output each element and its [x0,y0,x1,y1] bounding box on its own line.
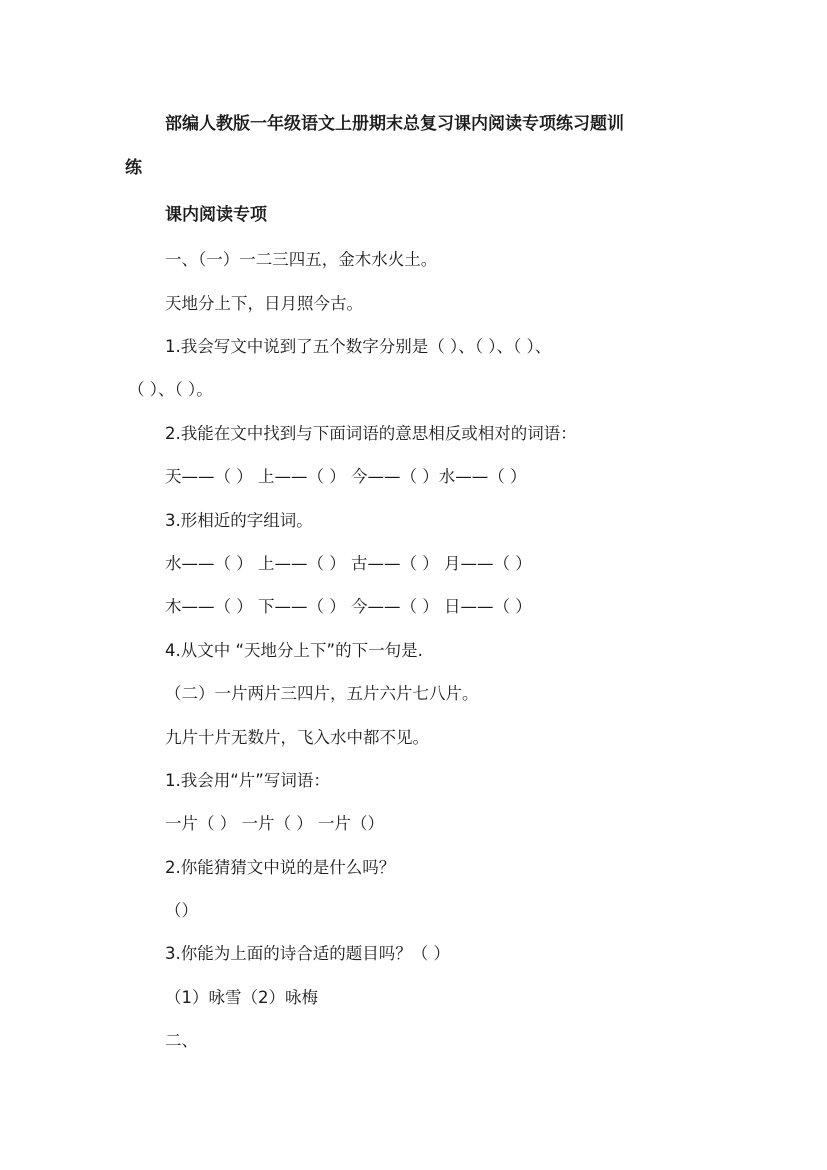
part1-question3-row1: 水——（ ） 上——（ ） 古——（ ） 月——（ ） [165,554,532,573]
document-title-continued: 练 [125,158,142,178]
part1-question4: 4.从文中 “天地分上下”的下一句是. [165,641,423,660]
part1-question3: 3.形相近的字组词。 [165,511,313,530]
part2-question2: 2.你能猜猜文中说的是什么吗？ [165,858,396,877]
part2-question2-answer: （） [165,901,198,920]
part3-heading: 二、 [165,1031,198,1050]
part2-question1-answers: 一片（ ） 一片（ ） 一片（） [165,814,384,833]
part1-question1: 1.我会写文中说到了五个数字分别是（ ）、（ ）、（ ）、 [165,337,552,356]
part1-question3-row2: 木——（ ） 下——（ ） 今——（ ） 日——（ ） [165,597,532,616]
part2-poem-line1: （二）一片两片三四片，五片六片七八片。 [165,684,479,703]
part2-question1: 1.我会用“片”写词语： [165,771,330,790]
part1-question1-continued: （ ）、（ ）。 [128,380,213,399]
part1-poem-line1: 一、（一）一二三四五，金木水火土。 [165,250,438,269]
section-heading: 课内阅读专项 [165,205,267,225]
document-title: 部编人教版一年级语文上册期末总复习课内阅读专项练习题训 [165,114,624,134]
part1-question2-answers: 天——（ ） 上——（ ） 今——（ ）水——（ ） [165,467,527,486]
part1-question2: 2.我能在文中找到与下面词语的意思相反或相对的词语： [165,424,577,443]
part1-poem-line2: 天地分上下，日月照今古。 [165,294,363,313]
part2-question3-options: （1）咏雪（2）咏梅 [165,988,318,1007]
part2-poem-line2: 九片十片无数片，飞入水中都不见。 [165,728,429,747]
part2-question3: 3.你能为上面的诗合适的题目吗？（ ） [165,944,450,963]
